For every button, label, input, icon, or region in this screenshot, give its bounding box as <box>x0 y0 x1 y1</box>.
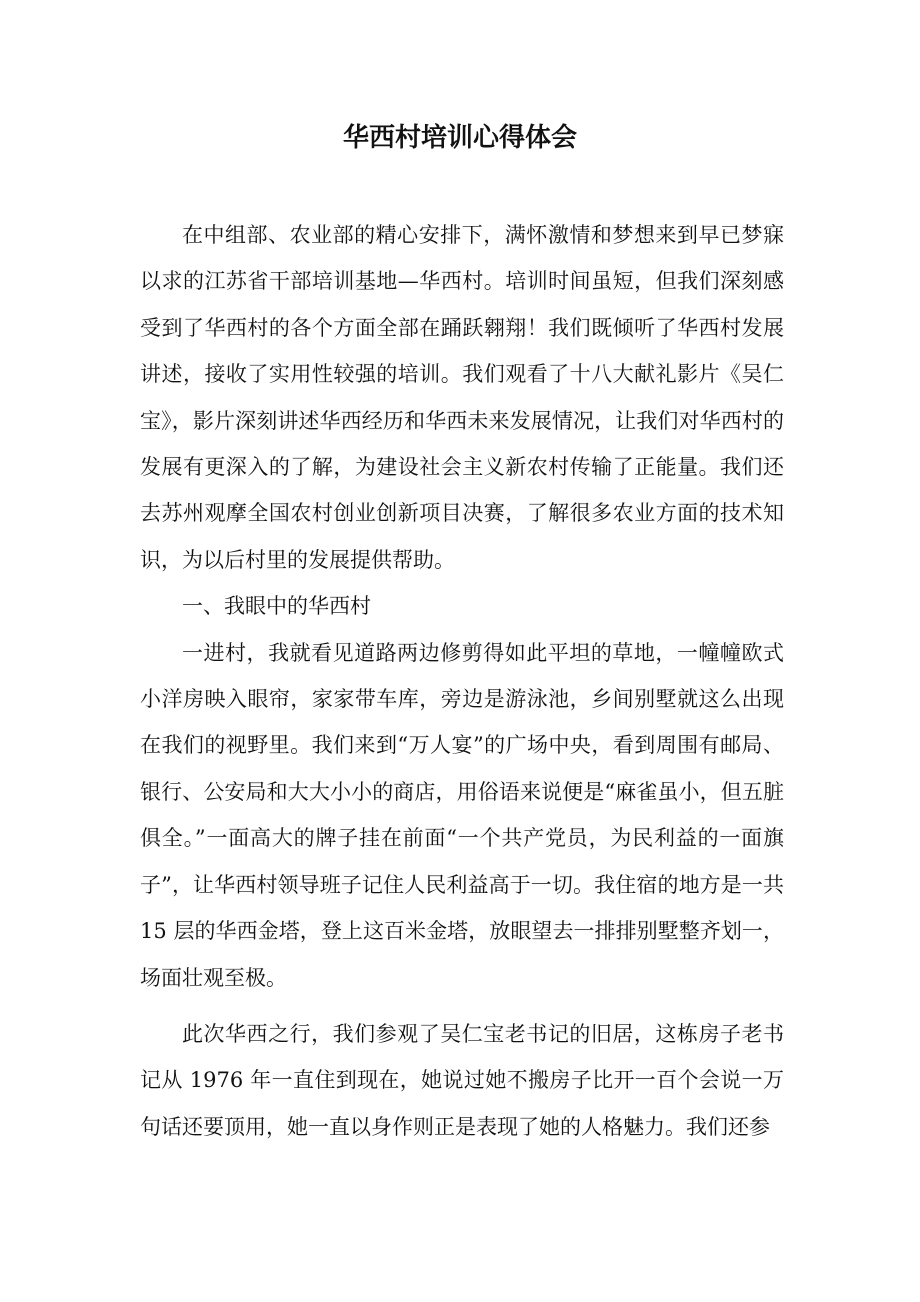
paragraph-spacer <box>140 1001 784 1011</box>
paragraph-visit: 此次华西之行，我们参观了吴仁宝老书记的旧居，这栋房子老书记从 1976 年一直住到现在，她说过她不搬房子比开一百个会说一万句话还要顶用，她一直以身作则正是表现了她的人格魅力。我们还参 <box>140 1021 784 1139</box>
document-title: 华西村培训心得体会 <box>342 123 577 153</box>
section-heading: 一、我眼中的华西村 <box>182 594 371 619</box>
paragraph-intro: 在中组部、农业部的精心安排下，满怀激情和梦想来到早已梦寐以求的江苏省干部培训基地—华西村。培训时间虽短，但我们深刻感受到了华西村的各个方面全部在踊跃翱翔！我们既倾听了华西村发展讲述，接收了实用性较强的培训。我们观看了十八大献礼影片《吴仁宝》，影片深刻讲述华西经历和华西未来发展情况，让我们对华西村的发展有更深入的了解，为建设社会主义新农村传输了正能量。我们还去苏州观摩全国农村创业创新项目决赛，了解很多农业方面的技术知识，为以后村里的发展提供帮助。 <box>140 223 784 572</box>
paragraph-village-view: 一进村，我就看见道路两边修剪得如此平坦的草地，一幢幢欧式小洋房映入眼帘，家家带车库，旁边是游泳池，乡间别墅就这么出现在我们的视野里。我们来到“万人宴”的广场中央，看到周围有邮局、银行、公安局和大大小小的商店，用俗语来说便是“麻雀虽小，但五脏俱全。”一面高大的牌子挂在前面“一个共产党员，为民利益的一面旗子”，让华西村领导班子记住人民利益高于一切。我住宿的地方是一共 15 层的华西金塔，登上这百米金塔，放眼望去一排排别墅整齐划一，场面壮观至极。 <box>140 640 784 990</box>
document-body <box>140 212 784 1150</box>
